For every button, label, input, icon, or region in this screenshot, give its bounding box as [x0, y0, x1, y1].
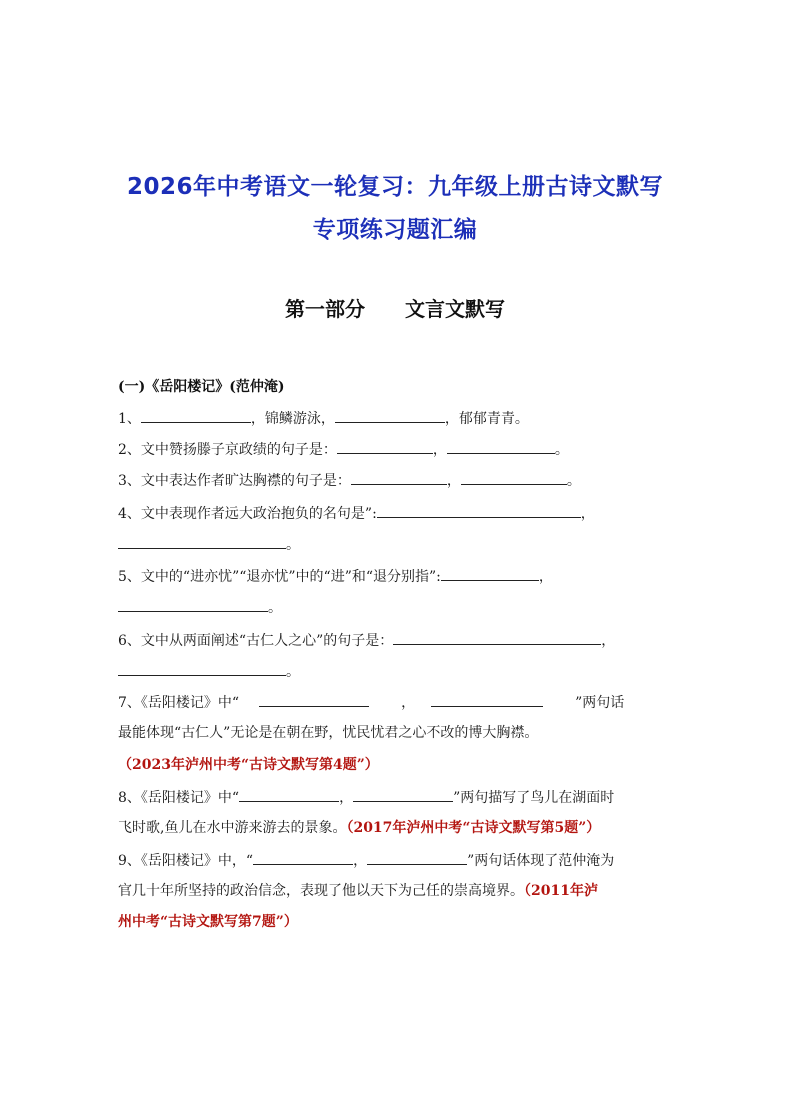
question-text: 3、文中表达作者旷达胸襟的句子是：: [118, 473, 351, 489]
answer-blank[interactable]: [335, 408, 445, 423]
question-text: ”两句描写了鸟儿在湖面时: [453, 790, 615, 806]
question-text: ”两句话: [575, 695, 625, 711]
question-2: [118, 439, 569, 460]
answer-blank[interactable]: [441, 566, 539, 581]
question-5: [118, 566, 553, 587]
question-9-source-part2: 州中考“古诗文默写第7题”）: [118, 914, 298, 930]
question-4-continued: [118, 534, 300, 555]
question-6: [118, 630, 615, 651]
question-text: 。: [566, 473, 581, 489]
answer-blank[interactable]: [431, 692, 543, 707]
separator: ，: [353, 853, 368, 869]
question-text: 官几十年所坚持的政治信念，表现了他以天下为己任的崇高境界。: [118, 883, 524, 899]
question-text: 2、文中赞扬滕子京政绩的句子是：: [118, 442, 337, 458]
question-text: 6、文中从两面阐述“古仁人之心”的句子是：: [118, 633, 394, 649]
question-text: 7、《岳阳楼记》中“: [118, 695, 240, 711]
answer-blank[interactable]: [337, 439, 433, 454]
answer-blank[interactable]: [461, 470, 567, 485]
question-text: 。: [554, 442, 569, 458]
answer-blank[interactable]: [377, 503, 581, 518]
document-title-line2: 专项练习题汇编: [312, 217, 478, 243]
separator: ，: [432, 442, 447, 458]
question-8-line2: [118, 818, 600, 838]
answer-blank[interactable]: [447, 439, 555, 454]
separator: ，: [601, 633, 616, 649]
question-text: 8、《岳阳楼记》中“: [118, 790, 240, 806]
part-heading: [0, 293, 790, 322]
separator: ，: [339, 790, 354, 806]
question-9: [118, 850, 614, 871]
document-title-line1: 2026年中考语文一轮复习：九年级上册古诗文默写: [126, 174, 663, 200]
question-text: 。: [286, 537, 300, 553]
answer-blank[interactable]: [239, 787, 339, 802]
question-7: [118, 692, 624, 713]
answer-blank[interactable]: [353, 787, 453, 802]
question-text: ，锦鳞游泳，: [250, 411, 335, 427]
question-9-line2: [118, 881, 598, 901]
question-number: 1、: [118, 411, 141, 427]
part-name: 文言文默写: [405, 297, 505, 321]
separator: ，: [446, 473, 461, 489]
question-4: [118, 503, 595, 524]
part-label: 第一部分: [285, 297, 365, 321]
separator: ，: [401, 695, 416, 711]
question-6-continued: [118, 661, 300, 682]
answer-blank[interactable]: [118, 534, 286, 549]
answer-blank[interactable]: [118, 597, 268, 612]
separator: ，: [580, 506, 595, 522]
answer-blank[interactable]: [118, 661, 286, 676]
answer-blank[interactable]: [259, 692, 369, 707]
question-text: 。: [286, 664, 300, 680]
question-text: 。: [268, 600, 282, 616]
question-1: [118, 408, 529, 429]
answer-blank[interactable]: [351, 470, 447, 485]
section-heading: (一)《岳阳楼记》(范仲淹): [118, 379, 285, 395]
question-text: 飞时歌,鱼儿在水中游来游去的景象。: [118, 820, 347, 836]
question-7-source: （2023年泸州中考“古诗文默写第4题”）: [118, 757, 379, 773]
question-8: [118, 787, 614, 808]
question-9-source-part1: （2011年泸: [524, 883, 598, 899]
answer-blank[interactable]: [253, 850, 353, 865]
question-5-continued: [118, 597, 282, 618]
question-text: 5、文中的“进亦忧”“退亦忧”中的“进”和“退分别指”:: [118, 569, 441, 585]
answer-blank[interactable]: [141, 408, 251, 423]
question-8-source: （2017年泸州中考“古诗文默写第5题”）: [346, 820, 601, 836]
answer-blank[interactable]: [367, 850, 467, 865]
question-text: 4、文中表现作者远大政治抱负的名句是”:: [118, 506, 377, 522]
question-text: ，郁郁青青。: [444, 411, 529, 427]
question-3: [118, 470, 581, 491]
separator: ，: [538, 569, 553, 585]
question-text: 9、《岳阳楼记》中，“: [118, 853, 254, 869]
question-7-line2: 最能体现“古仁人”无论是在朝在野，忧民忧君之心不改的博大胸襟。: [118, 725, 539, 741]
answer-blank[interactable]: [393, 630, 601, 645]
question-text: ”两句话体现了范仲淹为: [467, 853, 615, 869]
